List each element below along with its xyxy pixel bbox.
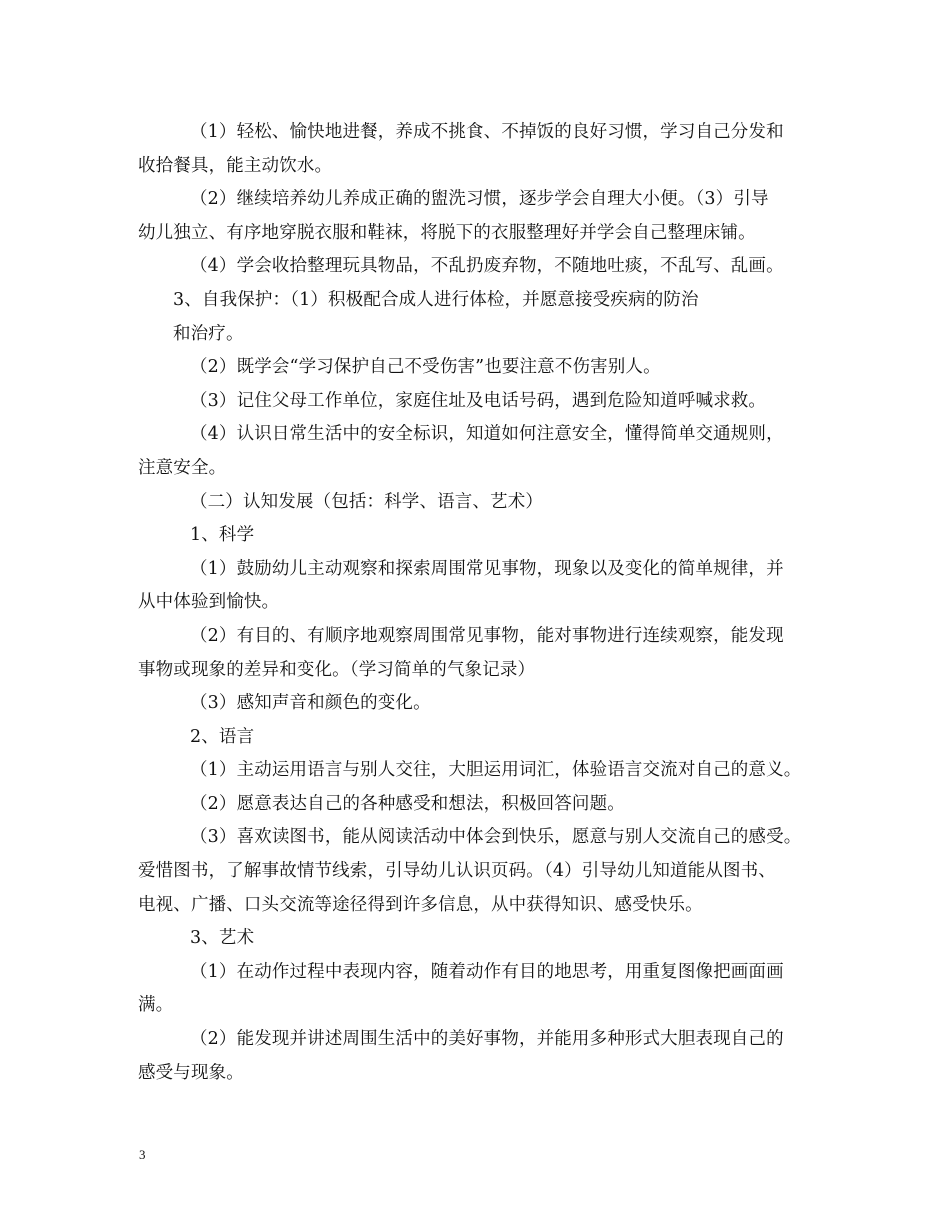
text-line: 事物或现象的差异和变化。（学习简单的气象记录） [138,659,536,680]
text-line: （2）愿意表达自己的各种感受和想法，积极回答问题。 [190,793,625,814]
text-line: （3）感知声音和颜色的变化。 [190,693,431,714]
text-line: 注意安全。 [138,457,227,478]
text-line: 电视、广播、口头交流等途径得到许多信息，从中获得知识、感受快乐。 [138,894,703,915]
text-line: （2）既学会“学习保护自己不受伤害”也要注意不伤害别人。 [190,357,661,378]
text-line: 和治疗。 [173,323,244,344]
text-line: 收拾餐具，能主动饮水。 [138,155,333,176]
section-heading: （二）认知发展（包括：科学、语言、艺术） [190,491,543,512]
text-line: （3）记住父母工作单位，家庭住址及电话号码，遇到危险知道呼喊求救。 [190,390,767,411]
text-line: （4）认识日常生活中的安全标识，知道如何注意安全，懂得简单交通规则， [190,424,784,445]
text-line: （1）在动作过程中表现内容，随着动作有目的地思考，用重复图像把画面画 [190,961,784,982]
text-line: 从中体验到愉快。 [138,592,280,613]
text-line: 幼儿独立、有序地穿脱衣服和鞋袜，将脱下的衣服整理好并学会自己整理床铺。 [138,222,756,243]
subsection-heading: 1、科学 [190,525,255,546]
section-heading: 3、自我保护：（1）积极配合成人进行体检，并愿意接受疾病的防治 [173,289,699,310]
text-line: 满。 [138,995,174,1016]
subsection-heading: 2、语言 [190,726,255,747]
text-line: （1）轻松、愉快地进餐，养成不挑食、不掉饭的良好习惯，学习自己分发和 [190,122,784,142]
page-number: 3 [139,1147,146,1162]
text-line: （4）学会收拾整理玩具物品，不乱扔废弃物，不随地吐痰，不乱写、乱画。 [190,256,784,277]
document-body [138,116,818,1090]
text-line: 爱惜图书，了解事故情节线索，引导幼儿认识页码。（4）引导幼儿知道能从图书、 [138,861,776,882]
text-line: （3）喜欢读图书，能从阅读活动中体会到快乐，愿意与别人交流自己的感受。 [190,827,802,848]
text-line: 感受与现象。 [138,1062,244,1083]
subsection-heading: 3、艺术 [190,928,255,949]
text-line: （2）继续培养幼儿养成正确的盥洗习惯，逐步学会自理大小便。（3）引导 [190,189,769,210]
text-line: （2）能发现并讲述周围生活中的美好事物，并能用多种形式大胆表现自己的 [190,1029,784,1050]
text-line: （1）鼓励幼儿主动观察和探索周围常见事物，现象以及变化的简单规律，并 [190,558,784,579]
text-line: （1）主动运用语言与别人交往，大胆运用词汇，体验语言交流对自己的意义。 [190,760,802,781]
text-line: （2）有目的、有顺序地观察周围常见事物，能对事物进行连续观察，能发现 [190,625,784,646]
